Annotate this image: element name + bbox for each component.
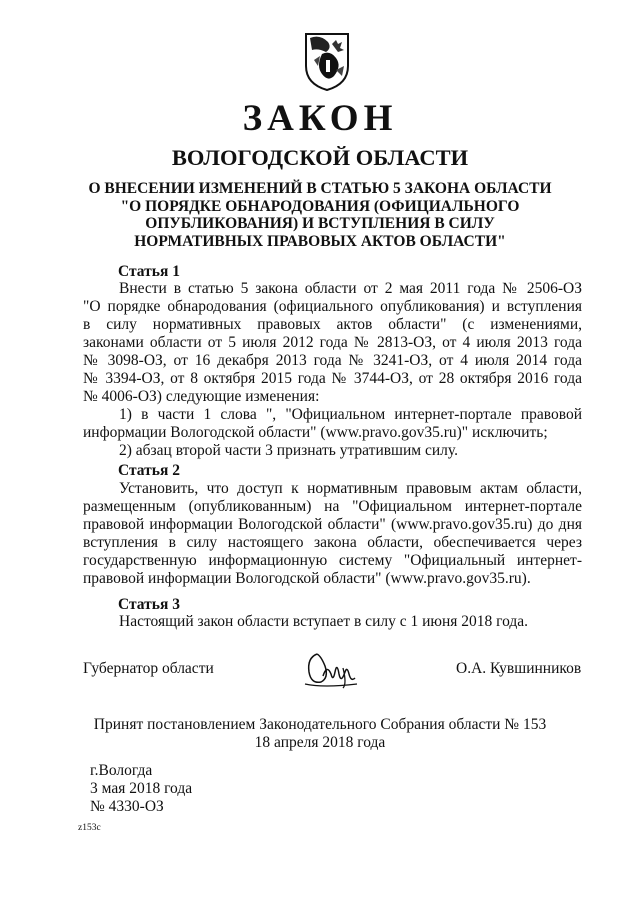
text-line: 1) в части 1 слова ", "Официальном интернет-портале правовой	[119, 406, 582, 423]
region-title: ВОЛОГОДСКОЙ ОБЛАСТИ	[171, 145, 469, 170]
article-2-heading: Статья 2	[118, 462, 180, 479]
adoption-date: 18 апреля 2018 года	[254, 734, 386, 751]
governor-title: Губернатор области	[83, 660, 214, 677]
article-1-text	[83, 280, 582, 460]
subject-line: НОРМАТИВНЫХ ПРАВОВЫХ АКТОВ ОБЛАСТИ"	[134, 232, 506, 250]
article-1-heading: Статья 1	[118, 263, 180, 280]
text-line: законами области от 5 июля 2012 года № 2813-ОЗ, от 4 июля 2013 года	[83, 334, 582, 351]
governor-name: О.А. Кувшинников	[456, 660, 582, 677]
city: г.Вологда	[90, 762, 153, 779]
text-line: информации Вологодской области" (www.pravo.gov35.ru)" исключить;	[83, 424, 548, 441]
text-line: в силу нормативных правовых актов области" (с изменениями,	[83, 316, 582, 333]
text-line: 2) абзац второй части 3 признать утратившим силу.	[119, 442, 458, 459]
subject-line: О ВНЕСЕНИИ ИЗМЕНЕНИЙ В СТАТЬЮ 5 ЗАКОНА ОБЛАСТИ	[88, 180, 552, 197]
law-number: № 4330-ОЗ	[90, 798, 164, 815]
text-line: № 3394-ОЗ, от 8 октября 2015 года № 3744-ОЗ, от 28 октября 2016 года	[83, 370, 582, 387]
text-line: вступления в силу настоящего закона области, обеспечивается через	[83, 534, 582, 551]
subject-line: ОПУБЛИКОВАНИЯ) И ВСТУПЛЕНИЯ В СИЛУ	[145, 215, 495, 232]
text-line: правовой информации Вологодской области" (www.pravo.gov35.ru) до дня	[83, 516, 582, 533]
adoption-line: Принят постановлением Законодательного Собрания области № 153	[93, 716, 547, 733]
signature-icon	[303, 644, 359, 690]
text-line: Установить, что доступ к нормативным правовым актам области,	[119, 480, 582, 497]
text-line: "О порядке обнародования (официального опубликования) и вступления	[83, 298, 582, 315]
subject-line: "О ПОРЯДКЕ ОБНАРОДОВАНИЯ (ОФИЦИАЛЬНОГО	[120, 197, 520, 215]
article-3-heading: Статья 3	[118, 596, 180, 613]
text-line: правовой информации Вологодской области" (www.pravo.gov35.ru).	[83, 570, 531, 587]
text-line: Настоящий закон области вступает в силу с 1 июня 2018 года.	[119, 613, 529, 630]
adoption-note	[0, 716, 640, 752]
text-line: размещенным (опубликованным) на "Официальном интернет-портале	[83, 498, 582, 515]
document-code: z153c	[78, 823, 101, 833]
text-line: № 3098-ОЗ, от 16 декабря 2013 года № 3241-ОЗ, от 4 июля 2014 года	[83, 352, 582, 369]
signing-date: 3 мая 2018 года	[90, 780, 193, 797]
law-subject	[0, 180, 640, 250]
text-line: № 4006-ОЗ) следующие изменения:	[83, 388, 320, 405]
text-line: Внести в статью 5 закона области от 2 мая 2011 года № 2506-ОЗ	[119, 280, 582, 297]
coat-of-arms-icon	[302, 30, 352, 92]
document-title: ЗАКОН	[242, 98, 398, 139]
article-2-text	[83, 480, 582, 588]
article-3-text	[83, 613, 582, 631]
text-line: государственную информационную систему "Официальный интернет-	[83, 552, 582, 569]
